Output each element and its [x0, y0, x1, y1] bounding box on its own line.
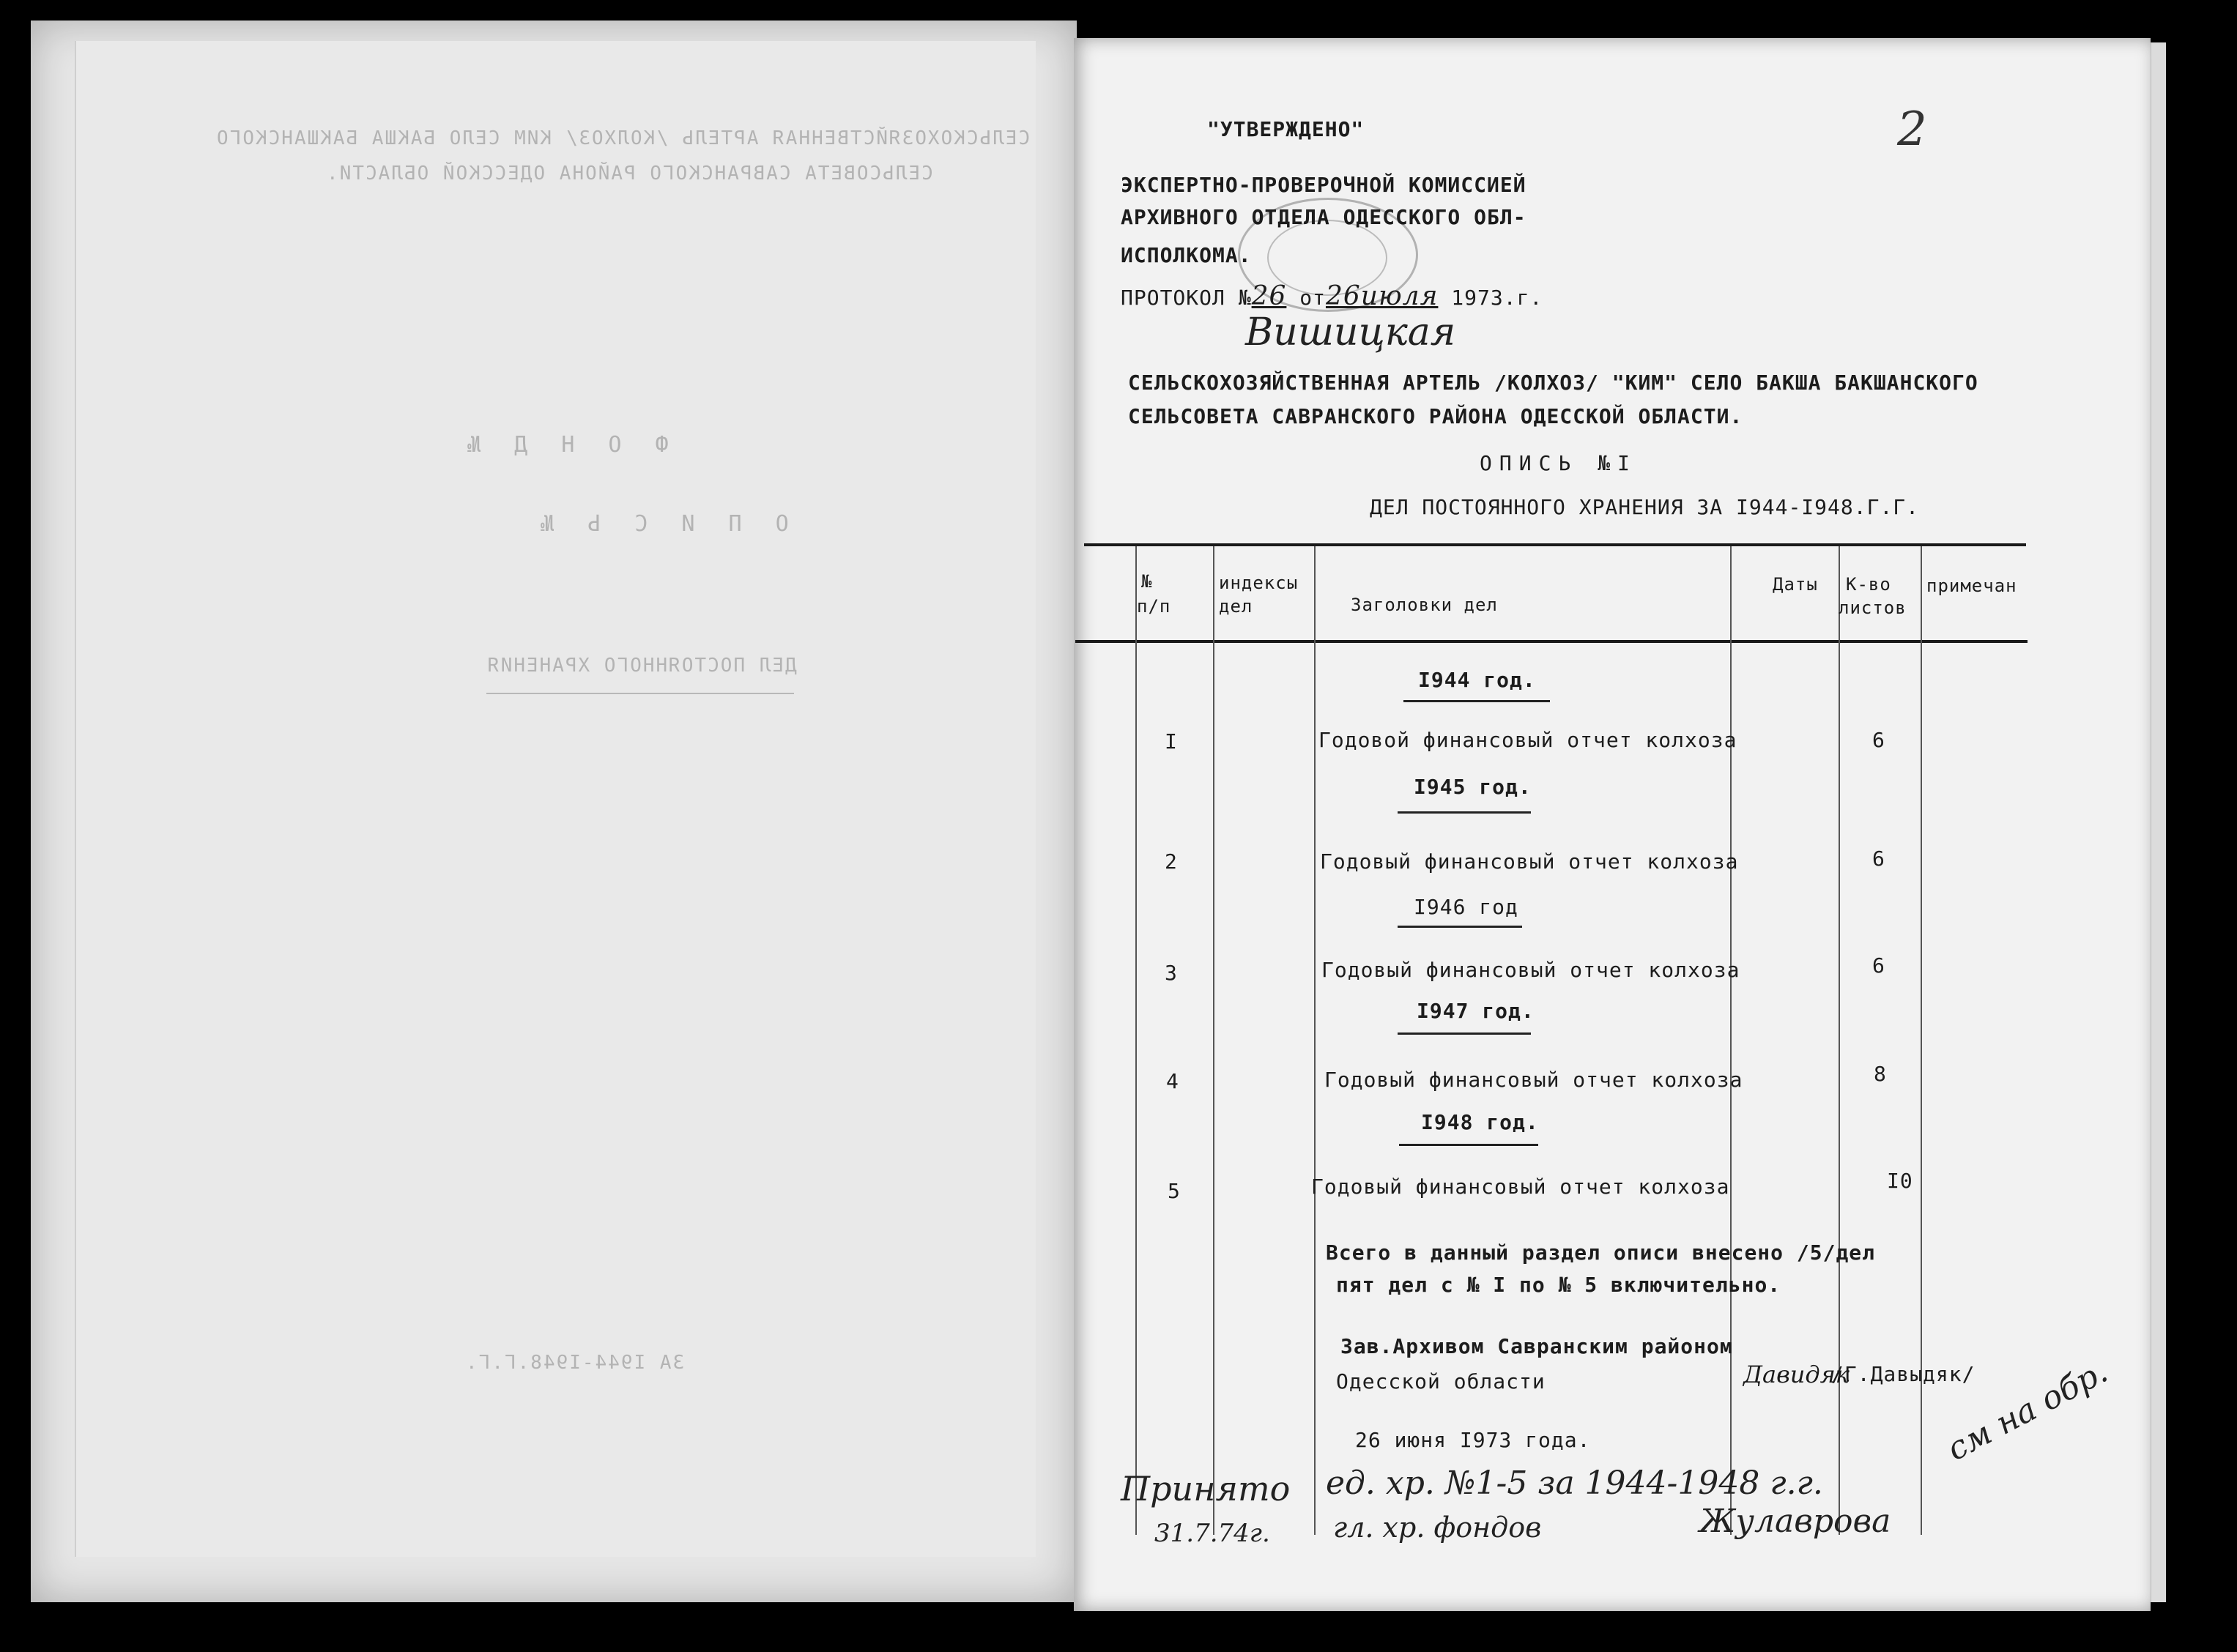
- column-divider: [1921, 546, 1922, 1535]
- ghost-text-line: ЗА I944-I948.Г.Г.: [464, 1352, 685, 1374]
- row-title: Годовой финансовый отчет колхоза: [1318, 728, 1737, 752]
- year-heading: I947 год.: [1417, 999, 1535, 1023]
- column-divider: [1213, 546, 1214, 1535]
- protocol-line: [1121, 281, 1543, 311]
- approval-line: ЭКСПЕРТНО-ПРОВЕРОЧНОЙ КОМИССИЕЙ: [1121, 173, 1526, 197]
- ghost-text-line: Ф О Н Д №: [457, 432, 669, 458]
- column-divider: [1314, 546, 1316, 1535]
- row-number: 3: [1165, 961, 1178, 985]
- corner-note: см на обр.: [1941, 1353, 2114, 1469]
- header-title: Заголовки дел: [1351, 595, 1498, 615]
- header-sheets: листов: [1839, 598, 1907, 618]
- header-index: индексы: [1219, 573, 1299, 593]
- row-sheets: 8: [1874, 1062, 1887, 1086]
- organization-line: СЕЛЬСКОХОЗЯЙСТВЕННАЯ АРТЕЛЬ /КОЛХОЗ/ "КИМ" СЕЛО БАКША БАКШАНСКОГО: [1128, 371, 1978, 395]
- ghost-text-line: СЕЛЬСКОХОЗЯЙСТВЕННАЯ АРТЕЛЬ /КОЛХОЗ/ КИМ СЕЛО БАКША БАКШАНСКОГО: [215, 127, 1031, 149]
- protocol-prefix: ПРОТОКОЛ №: [1121, 286, 1252, 310]
- table-top-rule: [1084, 543, 2026, 546]
- year-heading: I948 год.: [1421, 1110, 1539, 1134]
- handwritten-line: ед. хр. №1-5 за 1944-1948 г.г.: [1326, 1465, 1823, 1502]
- inventory-subtitle: ДЕЛ ПОСТОЯННОГО ХРАНЕНИЯ ЗА I944-I948.Г.Г.: [1370, 495, 1920, 519]
- year-underline: [1403, 700, 1550, 702]
- header-num: п/п: [1137, 596, 1171, 617]
- year-underline: [1398, 926, 1522, 928]
- head-title: Зав.Архивом Савранским районом: [1340, 1334, 1733, 1358]
- page-number: 2: [1897, 103, 1927, 157]
- ghost-rule: [486, 693, 794, 694]
- protocol-year: 1973.г.: [1451, 286, 1543, 310]
- year-heading: I945 год.: [1414, 775, 1532, 799]
- row-number: I: [1165, 729, 1178, 754]
- accepted-note: Принято: [1121, 1469, 1291, 1508]
- row-title: Годовый финансовый отчет колхоза: [1311, 1175, 1730, 1199]
- summary-line: Всего в данный раздел описи внесено /5/дел: [1326, 1240, 1876, 1265]
- protocol-number: 26: [1251, 281, 1287, 311]
- approval-signature: Вишицкая: [1245, 310, 1456, 354]
- head-name: /Г.Давыдяк/: [1831, 1362, 1976, 1386]
- row-sheets: 6: [1872, 728, 1885, 752]
- row-sheets: 6: [1872, 953, 1885, 978]
- row-sheets: 6: [1872, 847, 1885, 871]
- organization-line: СЕЛЬСОВЕТА САВРАНСКОГО РАЙОНА ОДЕССКОЙ ОБЛАСТИ.: [1128, 404, 1743, 428]
- approval-line: АРХИВНОГО ОТДЕЛА ОДЕССКОГО ОБЛ-: [1121, 205, 1526, 229]
- table-header-rule: [1075, 640, 2028, 643]
- header-num: №: [1141, 571, 1153, 592]
- year-underline: [1399, 1144, 1538, 1146]
- row-number: 5: [1168, 1179, 1181, 1203]
- row-title: Годовый финансовый отчет колхоза: [1324, 1068, 1743, 1092]
- header-notes: примечан: [1926, 576, 2017, 596]
- row-sheets: I0: [1887, 1169, 1913, 1193]
- head-title: Одесской области: [1336, 1369, 1546, 1394]
- row-title: Годовый финансовый отчет колхоза: [1321, 958, 1740, 982]
- accepted-date: 31.7.74г.: [1154, 1519, 1270, 1548]
- row-number: 4: [1166, 1069, 1179, 1093]
- year-underline: [1398, 811, 1531, 814]
- handwritten-signature: Жулаврова: [1699, 1503, 1891, 1540]
- page-edge: [2151, 42, 2166, 1602]
- year-underline: [1398, 1032, 1531, 1035]
- approval-heading: "УТВЕРЖДЕНО": [1207, 117, 1365, 141]
- header-dates: Даты: [1773, 574, 1818, 595]
- ghost-text-line: О П И С Ь №: [530, 511, 789, 537]
- header-index: дел: [1219, 596, 1253, 617]
- head-signature: Давидяк: [1743, 1361, 1850, 1388]
- row-number: 2: [1165, 849, 1178, 874]
- date-line: 26 июня I973 года.: [1355, 1428, 1591, 1452]
- ghost-text-line: ДЕЛ ПОСТОЯННОГО ХРАНЕНИЯ: [486, 655, 797, 677]
- left-page-sheet: [75, 41, 1036, 1557]
- header-sheets: К-во: [1846, 574, 1891, 595]
- row-title: Годовый финансовый отчет колхоза: [1320, 849, 1739, 874]
- column-divider: [1730, 546, 1732, 1535]
- protocol-date: 26июля: [1325, 281, 1439, 311]
- protocol-from: от: [1299, 286, 1326, 310]
- ghost-text-line: СЕЛЬСОВЕТА САВРАНСКОГО РАЙОНА ОДЕССКОЙ ОБЛАСТИ.: [325, 163, 933, 185]
- handwritten-line: гл. хр. фондов: [1333, 1511, 1542, 1544]
- column-divider: [1135, 546, 1137, 1535]
- year-heading: I946 год: [1414, 895, 1518, 919]
- approval-line: ИСПОЛКОМА.: [1121, 243, 1252, 267]
- year-heading: I944 год.: [1418, 668, 1536, 692]
- right-page: [1074, 38, 2151, 1611]
- inventory-title: ОПИСЬ №I: [1480, 451, 1637, 475]
- summary-line: пят дел с № I по № 5 включительно.: [1336, 1273, 1781, 1297]
